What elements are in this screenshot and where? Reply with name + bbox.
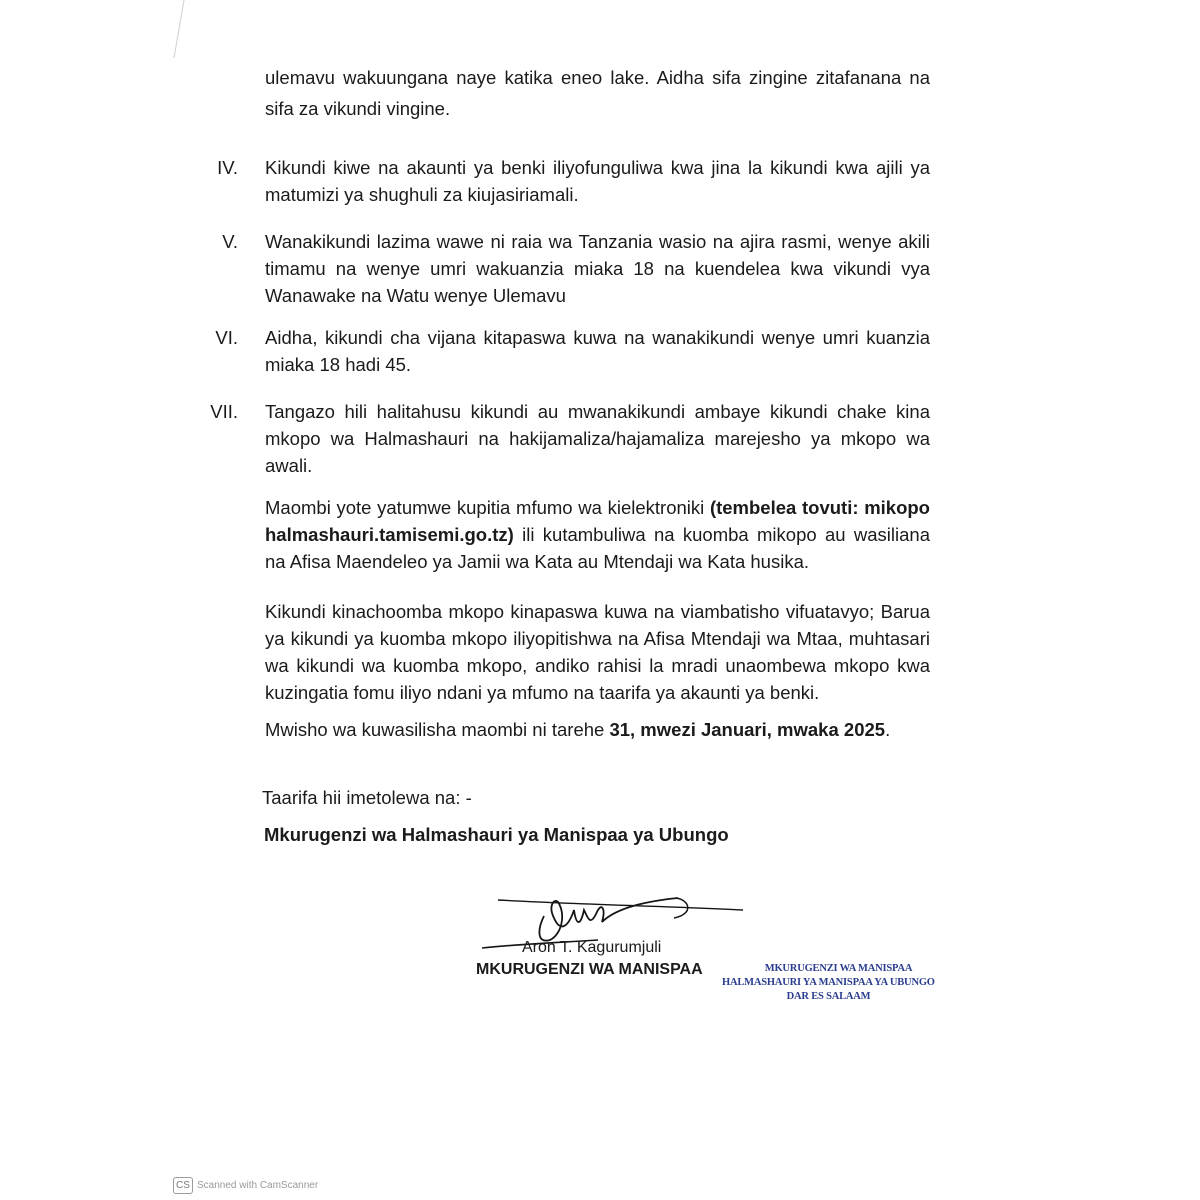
item-number-vi: VI. (215, 327, 238, 348)
scan-edge-mark (170, 0, 190, 60)
stamp-line-2: HALMASHAURI YA MANISPAA YA UBUNGO (722, 977, 935, 988)
scanner-watermark-text: Scanned with CamScanner (197, 1180, 319, 1191)
intro-paragraph: ulemavu wakuungana naye katika eneo lake. Aidha sifa zingine zitafanana na sifa za vikundi vingine. (265, 67, 930, 119)
attachments-paragraph: Kikundi kinachoomba mkopo kinapaswa kuwa na viambatisho vifuatavyo; Barua ya kikundi ya kuomba mkopo iliyopitishwa na Afisa Mtendaji wa Mtaa, muhtasari wa kikundi wa kuomba mkopo, andiko rahisi la mradi unaombewa mkopo kwa kuzingatia fomu iliyo ndani ya mfumo na taarifa ya akaunti ya benki. (265, 601, 930, 703)
deadline-paragraph: Mwisho wa kuwasilisha maombi ni tarehe 31, mwezi Januari, mwaka 2025. (265, 719, 891, 740)
application-paragraph: Maombi yote yatumwe kupitia mfumo wa kielektroniki (tembelea tovuti: mikopo halmashauri.tamisemi.go.tz) ili kutambuliwa na kuomba mikopo au wasiliana na Afisa Maendeleo ya Jamii wa Kata au Mtendaji wa Kata husika. (265, 497, 930, 572)
signatory-name: Aron T. Kagurumjuli (522, 939, 662, 956)
issued-by-label: Taarifa hii imetolewa na: - (262, 787, 472, 808)
official-stamp (722, 962, 935, 1004)
issuer-name: Mkurugenzi wa Halmashauri ya Manispaa ya Ubungo (264, 824, 729, 845)
signatory-title: MKURUGENZI WA MANISPAA (476, 961, 703, 978)
item-text-iv: Kikundi kiwe na akaunti ya benki iliyofunguliwa kwa jina la kikundi kwa ajili ya matumizi ya shughuli za kiujasiriamali. (265, 157, 930, 205)
item-text-vi: Aidha, kikundi cha vijana kitapaswa kuwa na wanakikundi wenye umri kuanzia miaka 18 hadi 45. (265, 327, 930, 375)
deadline-date: 31, mwezi Januari, mwaka 2025 (609, 719, 886, 740)
website-reference: (tembelea tovuti: mikopo halmashauri.tamisemi.go.tz) (265, 497, 930, 545)
stamp-line-3: DAR ES SALAAM (786, 991, 871, 1002)
scanner-watermark (173, 1177, 318, 1194)
item-number-iv: IV. (217, 157, 238, 178)
item-text-vii: Tangazo hili halitahusu kikundi au mwanakikundi ambaye kikundi chake kina mkopo wa Halmashauri na hakijamaliza/hajamaliza marejesho ya mkopo wa awali. (265, 401, 930, 476)
stamp-line-1: MKURUGENZI WA MANISPAA (764, 963, 913, 974)
item-number-v: V. (222, 231, 238, 252)
item-number-vii: VII. (210, 401, 238, 422)
item-text-v: Wanakikundi lazima wawe ni raia wa Tanzania wasio na ajira rasmi, wenye akili timamu na wenye umri wakuanzia miaka 18 na kuendelea kwa vikundi vya Wanawake na Watu wenye Ulemavu (265, 231, 930, 306)
camscanner-logo-icon: CS (173, 1177, 193, 1194)
